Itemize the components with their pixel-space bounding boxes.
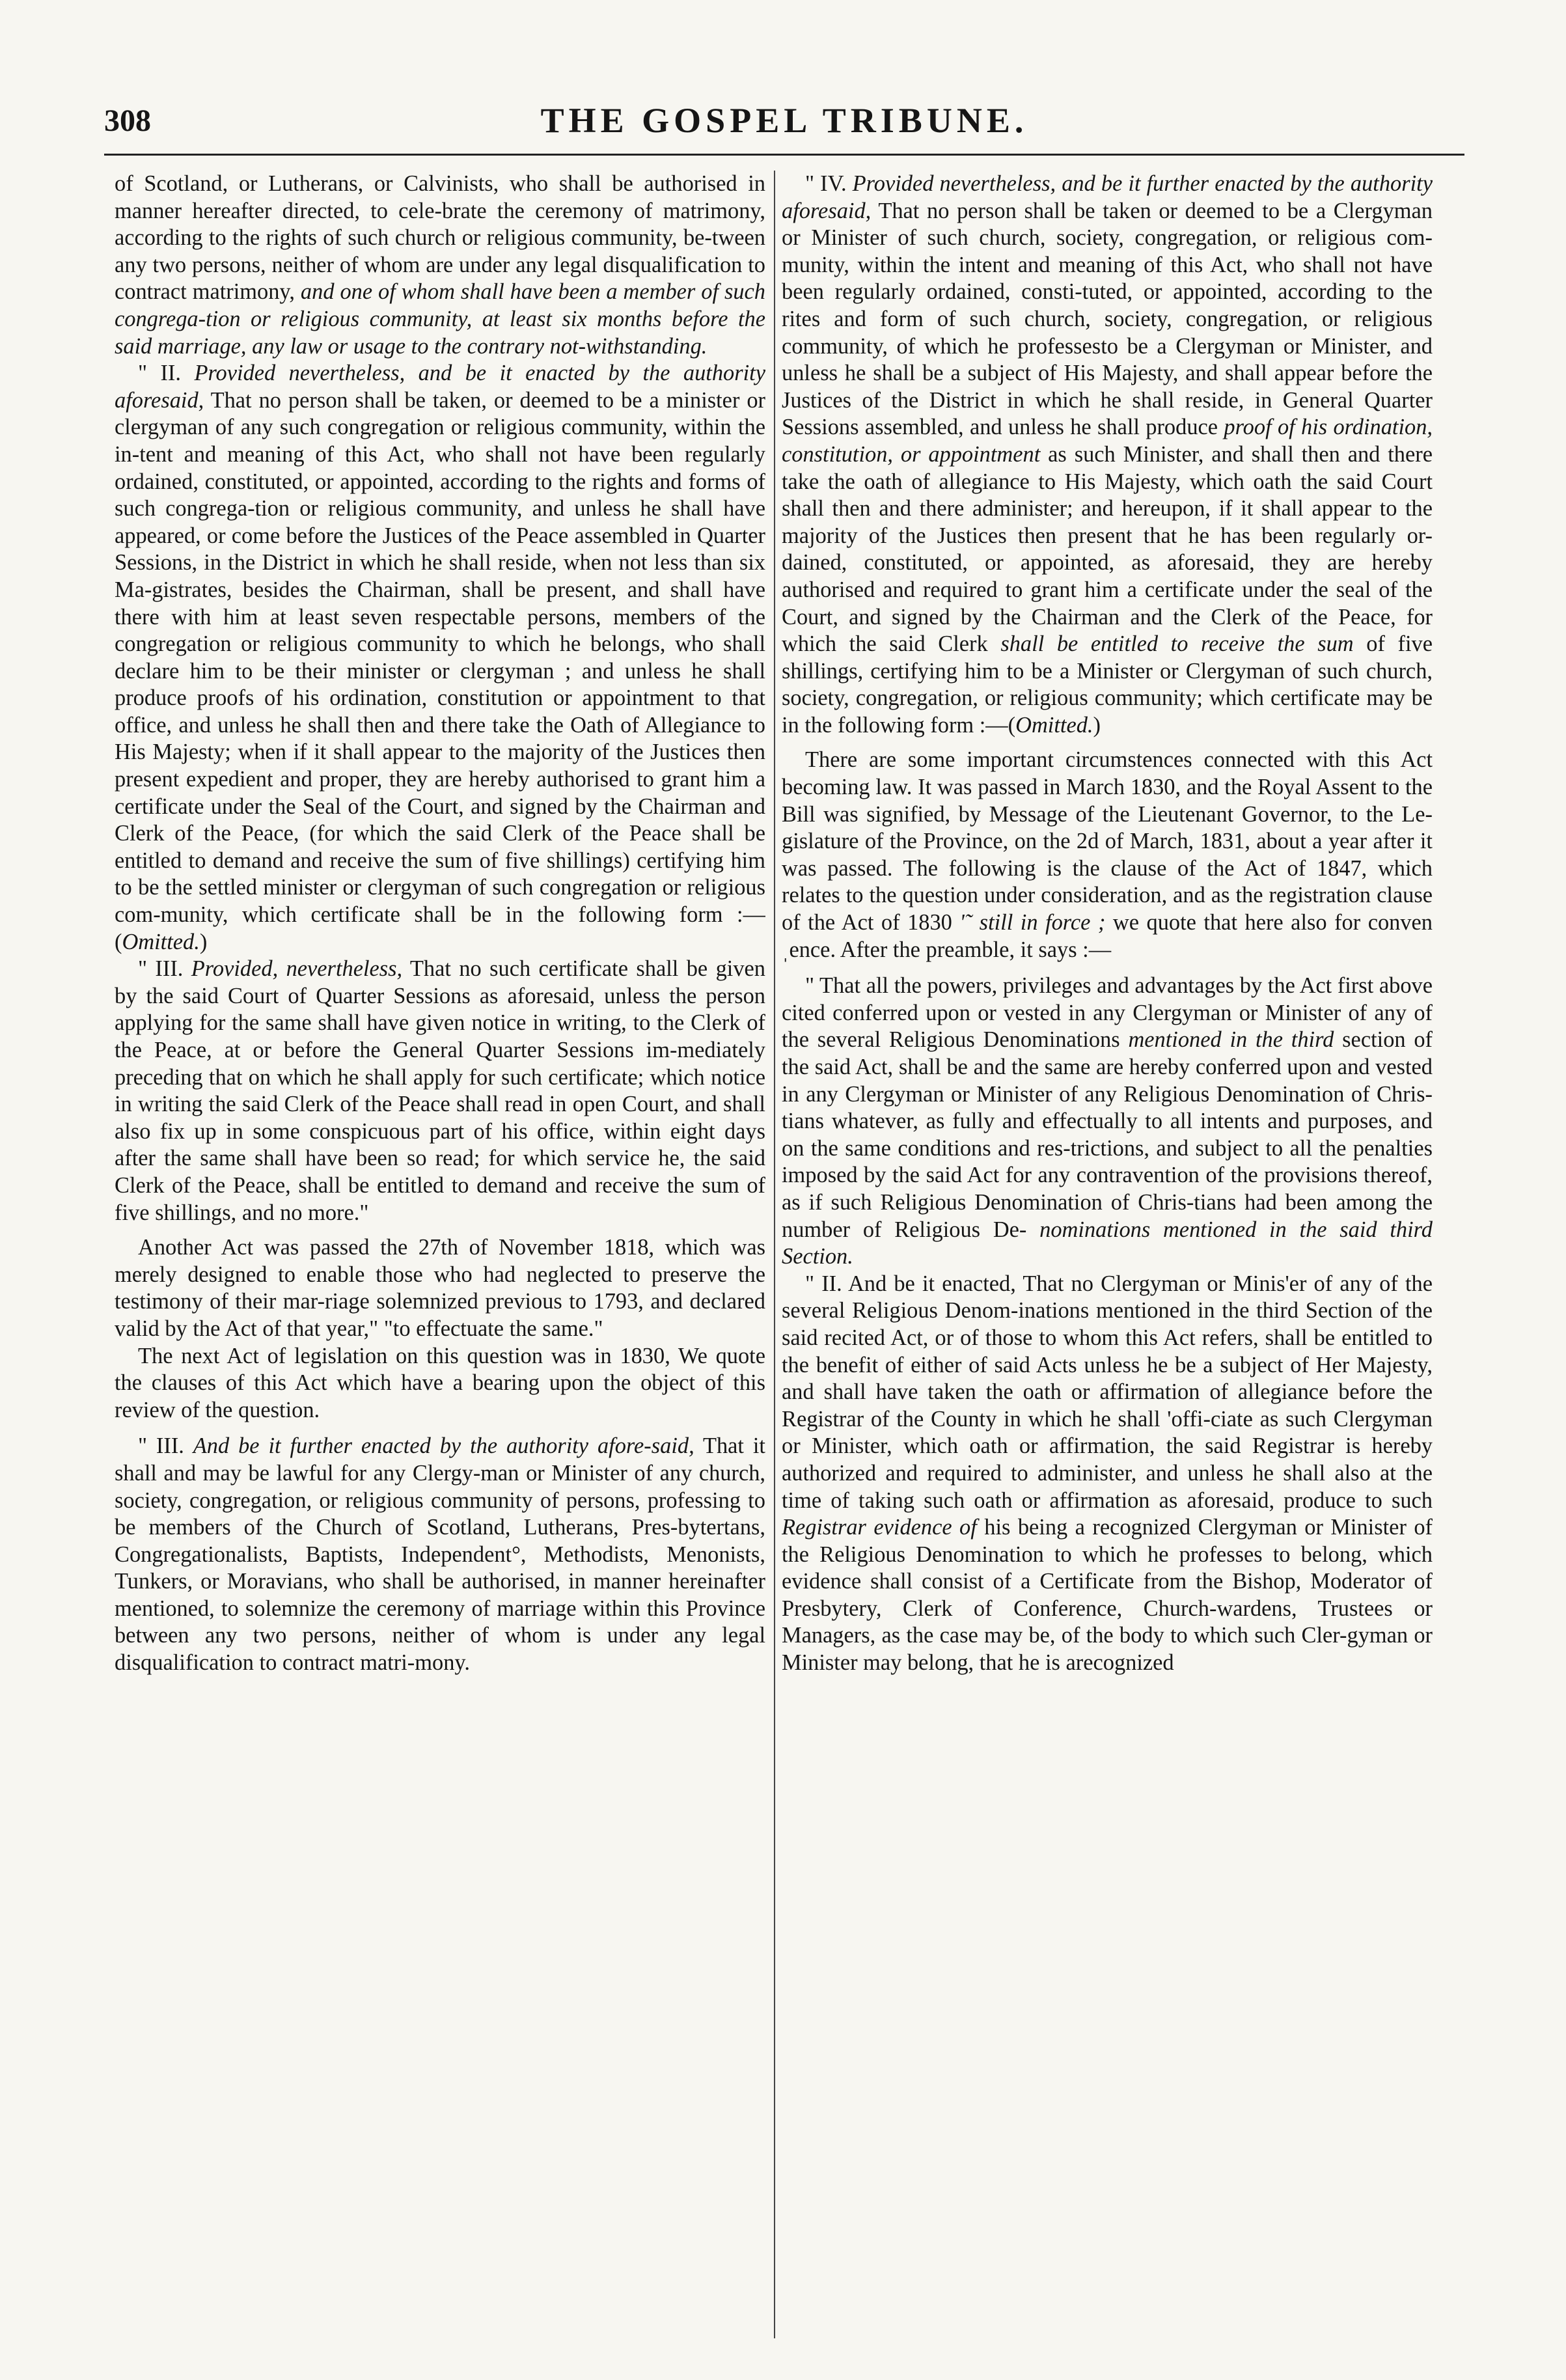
paragraph-quoted-section-ii — [782, 1271, 1433, 1677]
italic-run: proof of his ordination, constitution, or appointment — [782, 415, 1433, 467]
italic-run: And be it further enacted by the authority afore-said, — [193, 1433, 694, 1459]
section-marker: " IV. — [805, 171, 847, 196]
paragraph-continuation — [115, 171, 765, 360]
header-rule — [104, 154, 1464, 156]
paragraph-circumstances — [782, 747, 1433, 963]
italic-run: '˜ still in force ; — [959, 910, 1106, 935]
column-divider — [774, 171, 775, 2338]
text-run: ) — [1093, 712, 1101, 738]
section-marker: " III. — [138, 1433, 184, 1459]
text-run: That no person shall be taken or deemed to be a Clergyman or Minister of such church, society, congregation, or religious com-munity, within the intent and meaning of this Act, who shall not have been regularly ordained, consti-tuted, or appointed, according to the rites and form of such church, society, congregation, or religious community, of which he professesto be a Clergyman or Minister, and unless he shall be a subject of His Majesty, and shall appear before the Justices of the District in which he shall reside, in General Quarter Sessions assembled, and unless he shall produce — [782, 198, 1433, 440]
paragraph-section-ii — [115, 360, 765, 956]
text-run: of Scotland, or Lutherans, or Calvinists, who shall be authorised in manner hereafter directed, to cele-brate the ceremony of matrimony, according to the rights of such church or religious community, be-tween any two persons, neither of whom are under any legal disqualification to contract matrimony, — [115, 171, 765, 305]
text-run: That no such certificate shall be given by the said Court of Quarter Sessions as aforesaid, unless the person applying for the same shall have given notice in writing, to the Clerk of the Peace, at or before the General Quarter Sessions im-mediately preceding that on which he shall apply for such certificate; which notice in writing the said Clerk of the Peace shall read in open Court, and shall also fix up in some conspicuous part of his office, within eight days after the same shall have been so read; for which service he, the said Clerk of the Peace, shall be entitled to demand and receive the sum of five shillings, and no more." — [115, 956, 765, 1225]
text-run: There are some important circumstences connected with this Act becoming law. It was passed in March 1830, and the Royal Assent to the Bill was signified, by Message of the Lieutenant Governor, to the Le-gislature of the Province, on the 2d of March, 1831, about a year after it was passed. The following is the clause of the Act of 1847, which relates to the question under consideration, and as the registration clause of the Act of 1830 — [782, 747, 1433, 935]
text-run: his being a recognized Clergyman or Minister of the Religious Denomination to which he professes to belong, which evidence shall consist of a Certificate from the Bishop, Moderator of Presbytery, Clerk of Conference, Church-wardens, Trustees or Managers, as the case may be, of the body to which such Cler-gyman or Minister may belong, that he is arecognized — [782, 1515, 1433, 1676]
italic-run: Omitted. — [1015, 712, 1093, 738]
text-run: That no person shall be taken, or deemed to be a minister or clergyman of any such congregation or religious community, within the in-tent and meaning of this Act, who shall not have been regularly ordained, constituted, or appointed, according to the rights and forms of such congrega-tion or religious community, and unless he shall have appeared, or come before the Justices of the Peace assembled in Quarter Sessions, in the District in which he shall reside, when not less than six Ma-gistrates, besides the Chairman, shall be present, and shall have there with him at least seven respectable persons, members of the congregation or religious community to which he belongs, who shall declare him to be their minister or clergyman ; and unless he shall produce proofs of his ordination, constitution or appointment to that office, and unless he shall then and there take the Oath of Allegiance to His Majesty; when if it shall appear to the majority of the Justices then present expedient and proper, they are hereby authorised to grant him a certificate under the Seal of the Court, and signed by the Chairman and Clerk of the Peace, (for which the said Clerk of the Peace shall be entitled to demand and receive the sum of five shillings) certifying him to be the settled minister or clergyman of such congregation or religious com-munity, which certificate shall be in the following form :—( — [115, 387, 765, 954]
right-column — [782, 171, 1433, 2338]
italic-run: Provided, nevertheless, — [191, 956, 403, 982]
paragraph-quoted-section-iii — [115, 1433, 765, 1676]
left-column — [115, 171, 765, 2338]
text-run: as such Minister, and shall then and there take the oath of allegiance to His Majesty, which oath the said Court shall then and there administer; and hereupon, if it shall appear to the majority of the Justices then present that he has been regularly or-dained, constituted, or appointed, as aforesaid, they are hereby authorised and required to grant him a certificate under the seal of the Court, and signed by the Chairman and the Clerk of the Peace, for which the said Clerk — [782, 441, 1433, 657]
running-title: THE GOSPEL TRIBUNE. — [540, 101, 1028, 140]
italic-run: Registrar evidence of — [782, 1515, 977, 1540]
text-run: we quote that here also for convenˌence. After the preamble, it says :— — [782, 910, 1433, 962]
page-number: 308 — [104, 104, 151, 138]
italic-run: Provided nevertheless, and be it further enacted by the authority aforesaid, — [782, 171, 1433, 223]
italic-run: shall be entitled to receive the sum — [1000, 631, 1354, 657]
italic-run: mentioned in the third — [1128, 1027, 1334, 1053]
section-marker: " II. — [138, 361, 181, 386]
italic-run: Provided nevertheless, and be it enacted by the authority aforesaid, — [115, 361, 765, 413]
italic-run: Omitted. — [122, 929, 200, 954]
paragraph-next-act: The next Act of legislation on this question was in 1830, We quote the clauses of this Act which have a bearing upon the object of this review of the question. — [115, 1343, 765, 1422]
text-run: " That all the powers, privileges and advantages by the Act first above cited conferred upon or vested in any Clergyman or Minister of any of the several Religious Denominations — [782, 973, 1433, 1053]
section-marker: " III. — [138, 956, 184, 982]
paragraph-another-act: Another Act was passed the 27th of November 1818, which was merely designed to enable those who had neglected to preserve the testimony of their mar-riage solemnized previous to 1793, and declared valid by the Act of that year," "to effectuate the same." — [115, 1235, 765, 1341]
text-run: of five shillings, certifying him to be a Minister or Clergyman of such church, society, congregation, or religious community; which certificate may be in the following form :—( — [782, 631, 1433, 738]
text-run: That it shall and may be lawful for any Clergy-man or Minister of any church, society, congregation, or religious community of persons, professing to be members of the Church of Scotland, Lutherans, Pres-bytertans, Congregationalists, Baptists, Independent°, Methodists, Menonists, Tunkers, or Moravians, who shall be authorised, in manner hereinafter mentioned, to solemnize the ceremony of marriage within this Province between any two persons, neither of whom is under any legal disqualification to contract matri-mony. — [115, 1433, 765, 1676]
paragraph-section-iii — [115, 956, 765, 1226]
paragraph-section-iv — [782, 171, 1433, 739]
page-header — [104, 98, 1464, 150]
text-run: section of the said Act, shall be and the same are hereby conferred upon and vested in any Clergyman or Minister of any Religious Denomination of Chris-tians whatever, as fully and effectually to all intents and purposes, and on the same conditions and res-trictions, and subject to all the penalties imposed by the said Act for any contravention of the provisions thereof, as if such Religious Denomination of Chris-tians had been among the number of Religious De- — [782, 1027, 1433, 1242]
italic-run: nominations mentioned in the said third Section. — [782, 1217, 1433, 1269]
text-run: ) — [199, 929, 208, 954]
italic-run: and one of whom shall have been a member of such congrega-tion or religious community, at least six months before the said marriage, any law or usage to the contrary not-withstanding. — [115, 279, 765, 359]
paragraph-quoted-powers — [782, 973, 1433, 1271]
text-run: " II. And be it enacted, That no Clergyman or Minis'er of any of the several Religious Denom-inations mentioned in the third Section of the said recited Act, or of those to whom this Act refers, shall be entitled to the benefit of either of said Acts unless he be a subject of Her Majesty, and shall have taken the oath or affirmation of allegiance before the Registrar of the County in which he shall 'offi-ciate as such Clergyman or Minister, which oath or affirmation, the said Registrar is hereby authorized and required to administer, and unless he shall also at the time of taking such oath or affirmation as aforesaid, produce to such — [782, 1271, 1433, 1513]
